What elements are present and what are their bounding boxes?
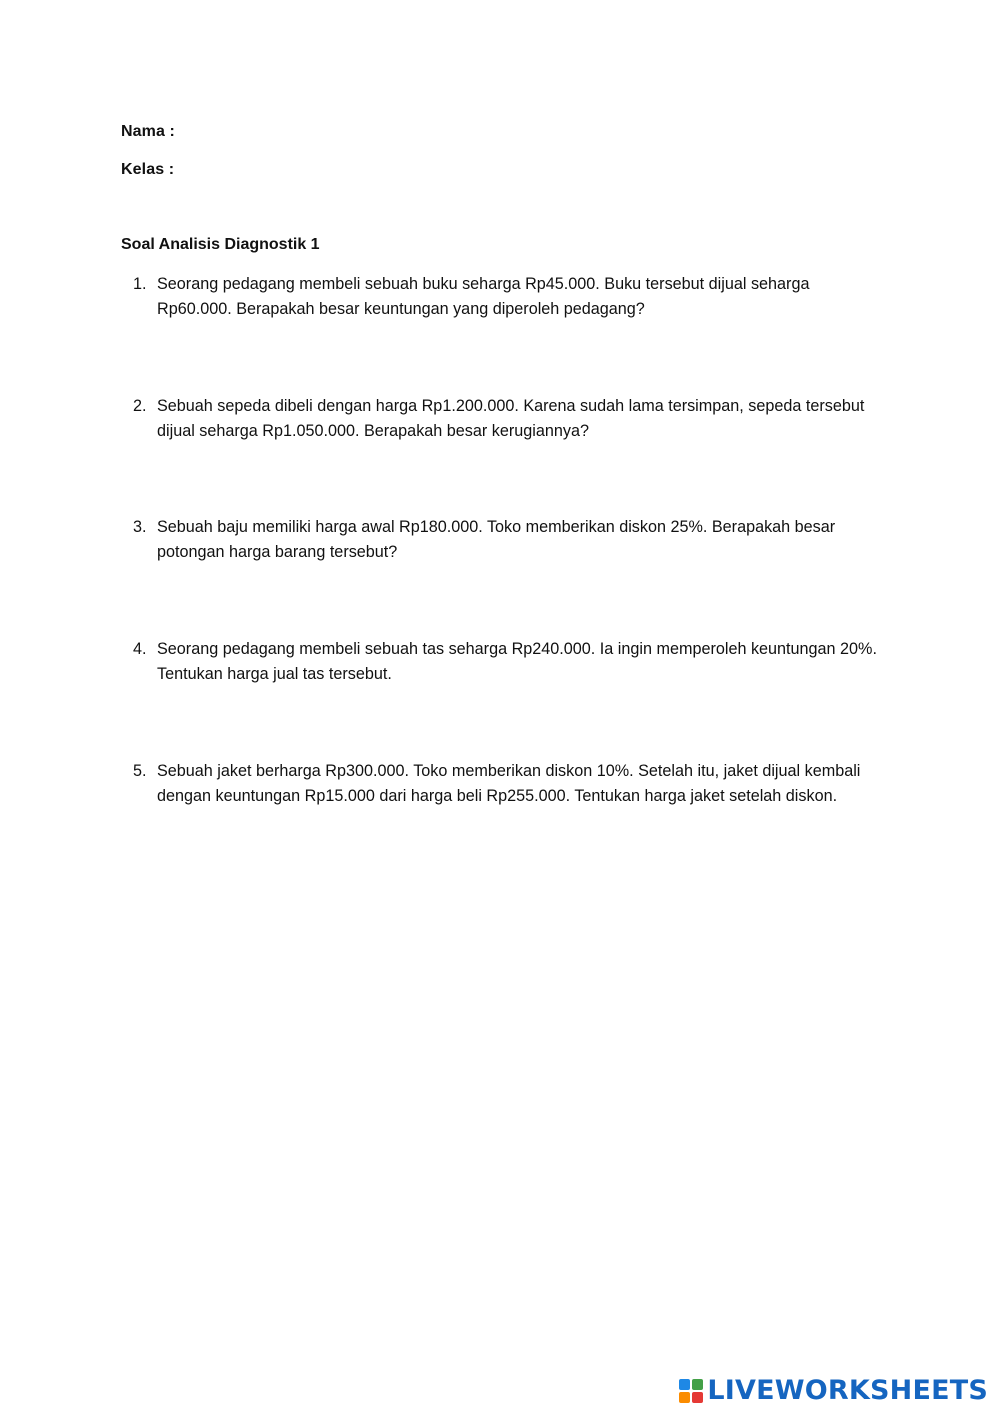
question-text: Seorang pedagang membeli sebuah buku seharga Rp45.000. Buku tersebut dijual seharga Rp60.000. Berapakah besar keuntungan yang diperoleh pedagang? xyxy=(157,275,810,318)
liveworksheets-brand xyxy=(679,1375,988,1406)
logo-square xyxy=(692,1392,703,1403)
question-text: Sebuah sepeda dibeli dengan harga Rp1.200.000. Karena sudah lama tersimpan, sepeda tersebut dijual seharga Rp1.050.000. Berapakah besar kerugiannya? xyxy=(157,397,865,440)
logo-square xyxy=(679,1392,690,1403)
question-number: 1. xyxy=(133,275,147,293)
brand-name: LIVEWORKSHEETS xyxy=(707,1375,988,1406)
name-label: Nama : xyxy=(121,123,175,140)
question-1 xyxy=(121,272,881,321)
question-number: 3. xyxy=(133,518,147,536)
worksheet-title: Soal Analisis Diagnostik 1 xyxy=(121,236,320,253)
question-5 xyxy=(121,759,881,808)
liveworksheets-logo-icon xyxy=(679,1379,703,1403)
question-2 xyxy=(121,394,881,443)
logo-square xyxy=(692,1379,703,1390)
question-text: Seorang pedagang membeli sebuah tas seharga Rp240.000. Ia ingin memperoleh keuntungan 20%. Tentukan harga jual tas tersebut. xyxy=(157,640,877,683)
question-text: Sebuah baju memiliki harga awal Rp180.000. Toko memberikan diskon 25%. Berapakah besar potongan harga barang tersebut? xyxy=(157,518,836,561)
class-label: Kelas : xyxy=(121,161,175,178)
question-number: 2. xyxy=(133,397,147,415)
logo-square xyxy=(679,1379,690,1390)
question-text: Sebuah jaket berharga Rp300.000. Toko memberikan diskon 10%. Setelah itu, jaket dijual kembali dengan keuntungan Rp15.000 dari harga beli Rp255.000. Tentukan harga jaket setelah diskon. xyxy=(157,762,861,805)
question-number: 5. xyxy=(133,762,147,780)
question-number: 4. xyxy=(133,640,147,658)
question-3 xyxy=(121,515,881,564)
question-4 xyxy=(121,637,881,686)
